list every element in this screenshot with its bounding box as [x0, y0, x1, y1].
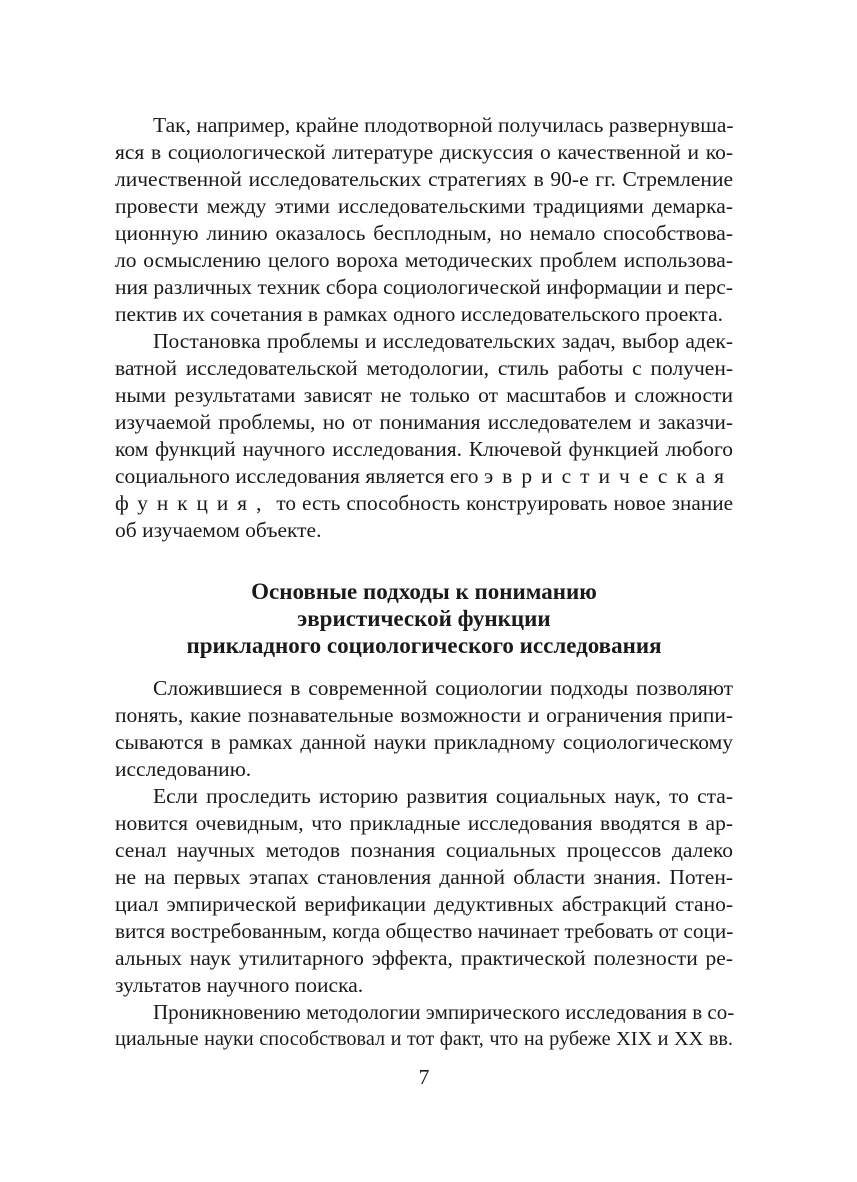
text-line: сенал научных методов познания социальных процессов далеко: [115, 838, 733, 862]
emphasized-term: функция,: [115, 491, 271, 515]
text-line: [115, 490, 733, 517]
text-line: провести между этими исследовательскими традициями демарка-: [115, 194, 733, 218]
text-line: сываются в рамках данной науки прикладному социологическому: [115, 730, 733, 754]
heading-line: Основные подходы к пониманию: [251, 579, 597, 604]
text-line: зультатов научного поиска.: [115, 973, 364, 997]
text-line: пектив их сочетания в рамках одного исследовательского проекта.: [115, 302, 723, 326]
heading-line: эвристической функции: [297, 606, 551, 631]
heading-line: прикладного социологического исследования: [186, 633, 662, 658]
text-line: об изучаемом объекте.: [115, 518, 322, 542]
text-line: новится очевидным, что прикладные исследования вводятся в ар-: [115, 811, 733, 835]
text-line: ными результатами зависят не только от масштабов и сложности: [115, 383, 733, 407]
text-line: циал эмпирической верификации дедуктивных абстракций стано-: [115, 892, 733, 916]
text-line: понять, какие познавательные возможности и ограничения припи-: [115, 703, 733, 727]
text-line: ния различных техник сбора социологической информации и перс-: [115, 275, 733, 299]
text-line: личественной исследовательских стратегиях в 90-е гг. Стремление: [115, 167, 733, 191]
text-line: Проникновению методологии эмпирического исследования в со-: [153, 1000, 735, 1024]
emphasized-term: эвристическая: [483, 464, 734, 488]
text-line: Так, например, крайне плодотворной получилась развернувша-: [153, 113, 734, 137]
text-line: ком функций научного исследования. Ключевой функцией любого: [115, 437, 733, 461]
text-line: альных наук утилитарного эффекта, практической полезности ре-: [115, 946, 733, 970]
page-number: 7: [418, 1065, 430, 1089]
text-line: вится востребованным, когда общество начинает требовать от соци-: [115, 919, 734, 943]
text-line: циальные науки способствовал и тот факт, что на рубеже XIX и XX вв.: [115, 1028, 733, 1050]
text-line: Постановка проблемы и исследовательских задач, выбор адек-: [153, 329, 733, 353]
text-line: не на первых этапах становления данной области знания. Потен-: [115, 865, 733, 889]
text-line: яся в социологической литературе дискуссия о качественной и ко-: [115, 140, 733, 164]
text-line: ло осмыслению целого вороха методических проблем использова-: [115, 248, 733, 272]
text-line: [115, 463, 733, 490]
text-line: ватной исследовательской методологии, стиль работы с получен-: [115, 356, 733, 380]
text-line: Сложившиеся в современной социологии подходы позволяют: [153, 676, 733, 700]
text-fragment: социального исследования является его: [115, 464, 479, 488]
text-fragment: то есть способность конструировать новое знание: [276, 491, 734, 515]
text-line: Если проследить историю развития социальных наук, то ста-: [153, 784, 733, 808]
text-line: изучаемой проблемы, но от понимания исследователем и заказчи-: [115, 410, 733, 434]
text-line: исследованию.: [115, 757, 252, 781]
text-line: ционную линию оказалось бесплодным, но немало способствова-: [115, 221, 733, 245]
